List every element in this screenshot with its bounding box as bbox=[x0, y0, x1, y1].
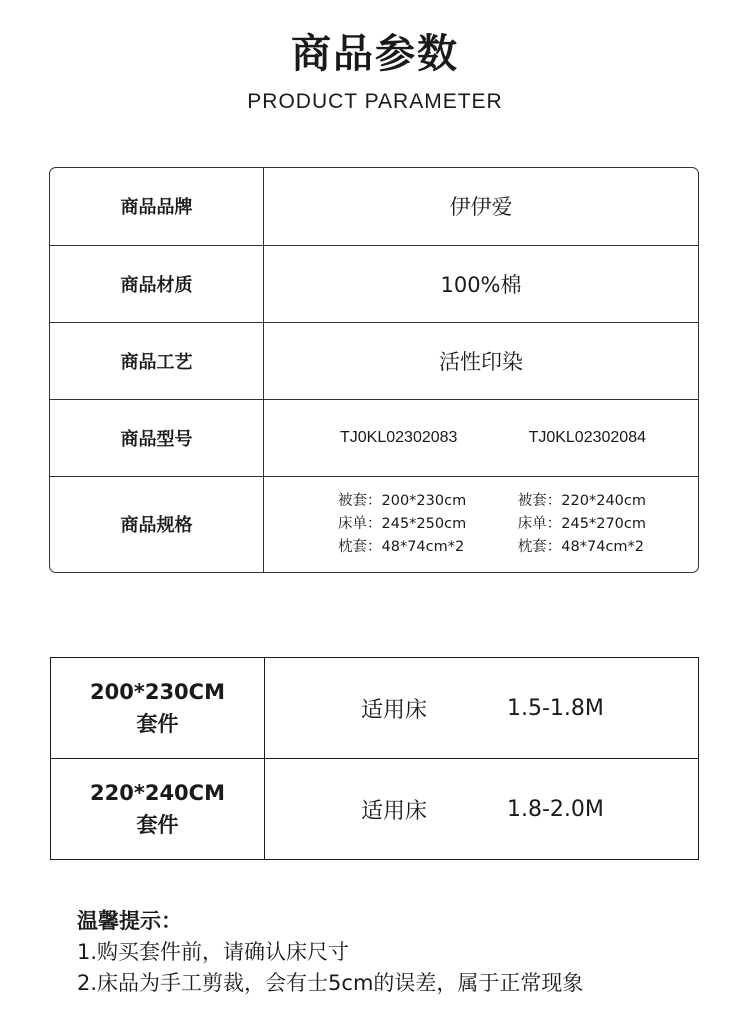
bed-range: 1.5-1.8M bbox=[507, 695, 604, 721]
size-cell bbox=[51, 759, 265, 860]
bed-label: 适用床 bbox=[361, 798, 428, 824]
model-values bbox=[264, 399, 699, 476]
bed-cell bbox=[265, 658, 699, 759]
table-row-size bbox=[51, 759, 699, 860]
page-subtitle: PRODUCT PARAMETER bbox=[247, 90, 503, 113]
tips-section bbox=[77, 906, 583, 999]
model-label: 商品型号 bbox=[50, 399, 264, 476]
size-value: 200*230CM bbox=[90, 680, 225, 704]
tip-item: 1.购买套件前，请确认床尺寸 bbox=[77, 940, 350, 964]
spec-column bbox=[338, 490, 466, 559]
spec-values bbox=[264, 476, 699, 572]
brand-value: 伊伊爱 bbox=[264, 168, 699, 245]
product-parameter-table bbox=[50, 168, 698, 572]
table-row-spec bbox=[50, 476, 698, 572]
craft-value: 活性印染 bbox=[264, 322, 699, 399]
material-label: 商品材质 bbox=[50, 245, 264, 322]
table-row-size bbox=[51, 658, 699, 759]
table-row-model bbox=[50, 399, 698, 476]
page-title: 商品参数 bbox=[291, 31, 459, 77]
set-label: 套件 bbox=[136, 712, 179, 736]
bed-range: 1.8-2.0M bbox=[507, 796, 604, 822]
spec-line: 枕套：48*74cm*2 bbox=[517, 538, 645, 555]
spec-line: 床单：245*270cm bbox=[517, 515, 646, 532]
tip-item: 2.床品为手工剪裁，会有士5cm的误差，属于正常现象 bbox=[77, 971, 584, 995]
bed-label: 适用床 bbox=[361, 697, 428, 723]
craft-label: 商品工艺 bbox=[50, 322, 264, 399]
set-label: 套件 bbox=[136, 813, 179, 837]
tips-title: 温馨提示： bbox=[77, 909, 182, 933]
spec-line: 床单：245*250cm bbox=[338, 515, 467, 532]
spec-line: 被套：220*240cm bbox=[517, 492, 646, 509]
material-value: 100%棉 bbox=[264, 245, 699, 322]
spec-line: 被套：200*230cm bbox=[338, 492, 467, 509]
table-row-craft bbox=[50, 322, 698, 399]
bed-cell bbox=[265, 759, 699, 860]
spec-column bbox=[518, 490, 646, 559]
size-cell bbox=[51, 658, 265, 759]
brand-label: 商品品牌 bbox=[50, 168, 264, 245]
size-value: 220*240CM bbox=[90, 781, 225, 805]
spec-label: 商品规格 bbox=[50, 476, 264, 572]
bed-size-table bbox=[50, 657, 699, 860]
table-row-material bbox=[50, 245, 698, 322]
model-number: TJ0KL02302083 bbox=[340, 428, 458, 446]
spec-line: 枕套：48*74cm*2 bbox=[338, 538, 465, 555]
model-number: TJ0KL02302084 bbox=[528, 428, 646, 446]
table-row-brand bbox=[50, 168, 698, 245]
